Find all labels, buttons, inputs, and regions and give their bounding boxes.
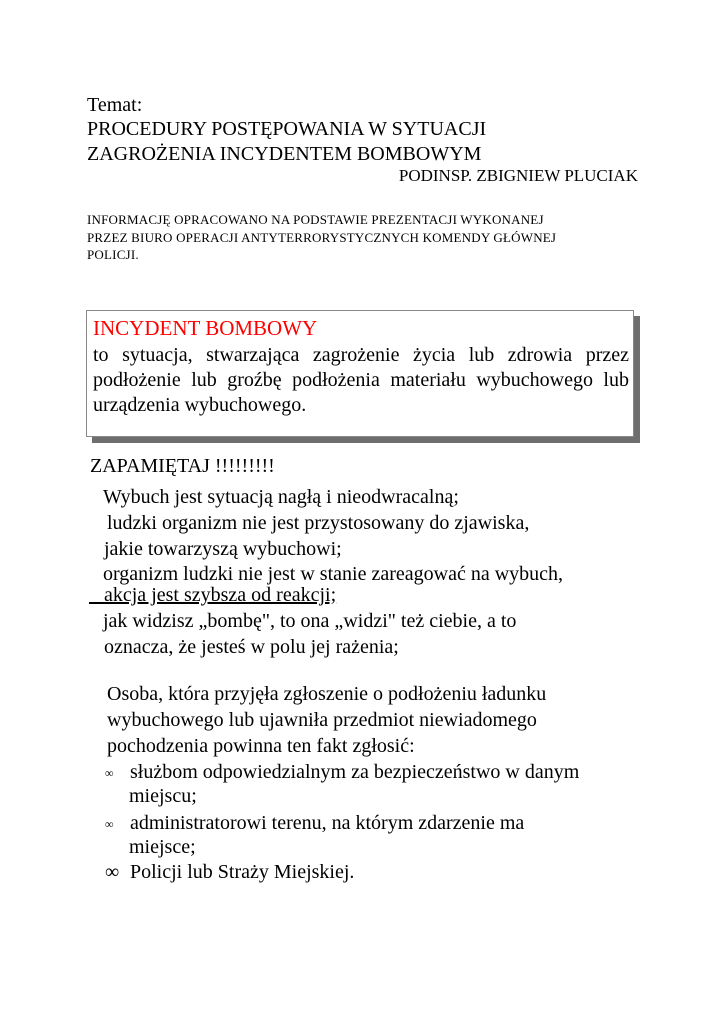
remember-line: jakie towarzyszą wybuchowi; xyxy=(104,538,342,560)
definition-title: INCYDENT BOMBOWY xyxy=(93,316,318,340)
remember-line: akcja jest szybsza od reakcji; xyxy=(104,584,337,606)
list-item xyxy=(105,761,579,784)
list-item-continuation: miejsce; xyxy=(129,836,196,858)
infinity-bullet-icon: ∞ xyxy=(105,861,120,883)
infinity-bullet-icon: ∞ xyxy=(105,766,114,780)
list-item-continuation: miejscu; xyxy=(129,785,197,807)
remember-line: Wybuch jest sytuacją nagłą i nieodwracalną; xyxy=(103,486,459,508)
report-intro-line: Osoba, która przyjęła zgłoszenie o podłożeniu ładunku xyxy=(107,683,547,705)
source-info-line-1: INFORMACJĘ OPRACOWANO NA PODSTAWIE PREZENTACJI WYKONANEJ xyxy=(87,212,544,227)
list-item-text: administratorowi terenu, na którym zdarzenie ma xyxy=(130,812,525,834)
document-title-line-1: PROCEDURY POSTĘPOWANIA W SYTUACJI xyxy=(87,118,487,140)
source-info-line-3: POLICJI. xyxy=(87,247,139,262)
list-item-text: służbom odpowiedzialnym za bezpieczeństwo w danym xyxy=(130,761,580,783)
topic-label: Temat: xyxy=(87,94,143,116)
source-info-line-2: PRZEZ BIURO OPERACJI ANTYTERRORYSTYCZNYCH KOMENDY GŁÓWNEJ xyxy=(87,230,557,245)
definition-text: to sytuacja, stwarzająca zagrożenie życia lub zdrowia przez podłożenie lub groźbę podłożenia materiału wybuchowego lub urządzenia wybuchowego. xyxy=(93,344,629,416)
remember-line: organizm ludzki nie jest w stanie zareagować na wybuch, xyxy=(103,563,564,585)
remember-line-underlined xyxy=(89,584,336,607)
remember-heading: ZAPAMIĘTAJ !!!!!!!!! xyxy=(90,455,275,477)
list-item xyxy=(105,861,354,884)
report-intro-line: wybuchowego lub ujawniła przedmiot niewiadomego xyxy=(107,709,537,731)
definition-box xyxy=(86,310,634,437)
list-item xyxy=(105,812,524,835)
infinity-bullet-icon: ∞ xyxy=(105,817,114,831)
author: PODINSP. ZBIGNIEW PLUCIAK xyxy=(398,166,638,185)
list-item-text: Policji lub Straży Miejskiej. xyxy=(130,861,355,883)
report-intro-line: pochodzenia powinna ten fakt zgłosić: xyxy=(107,735,415,757)
document-title-line-2: ZAGROŻENIA INCYDENTEM BOMBOWYM xyxy=(87,143,482,165)
remember-line: ludzki organizm nie jest przystosowany do zjawiska, xyxy=(107,512,530,534)
remember-line: jak widzisz „bombę", to ona „widzi" też ciebie, a to xyxy=(103,610,517,632)
remember-line: oznacza, że jesteś w polu jej rażenia; xyxy=(104,636,399,658)
